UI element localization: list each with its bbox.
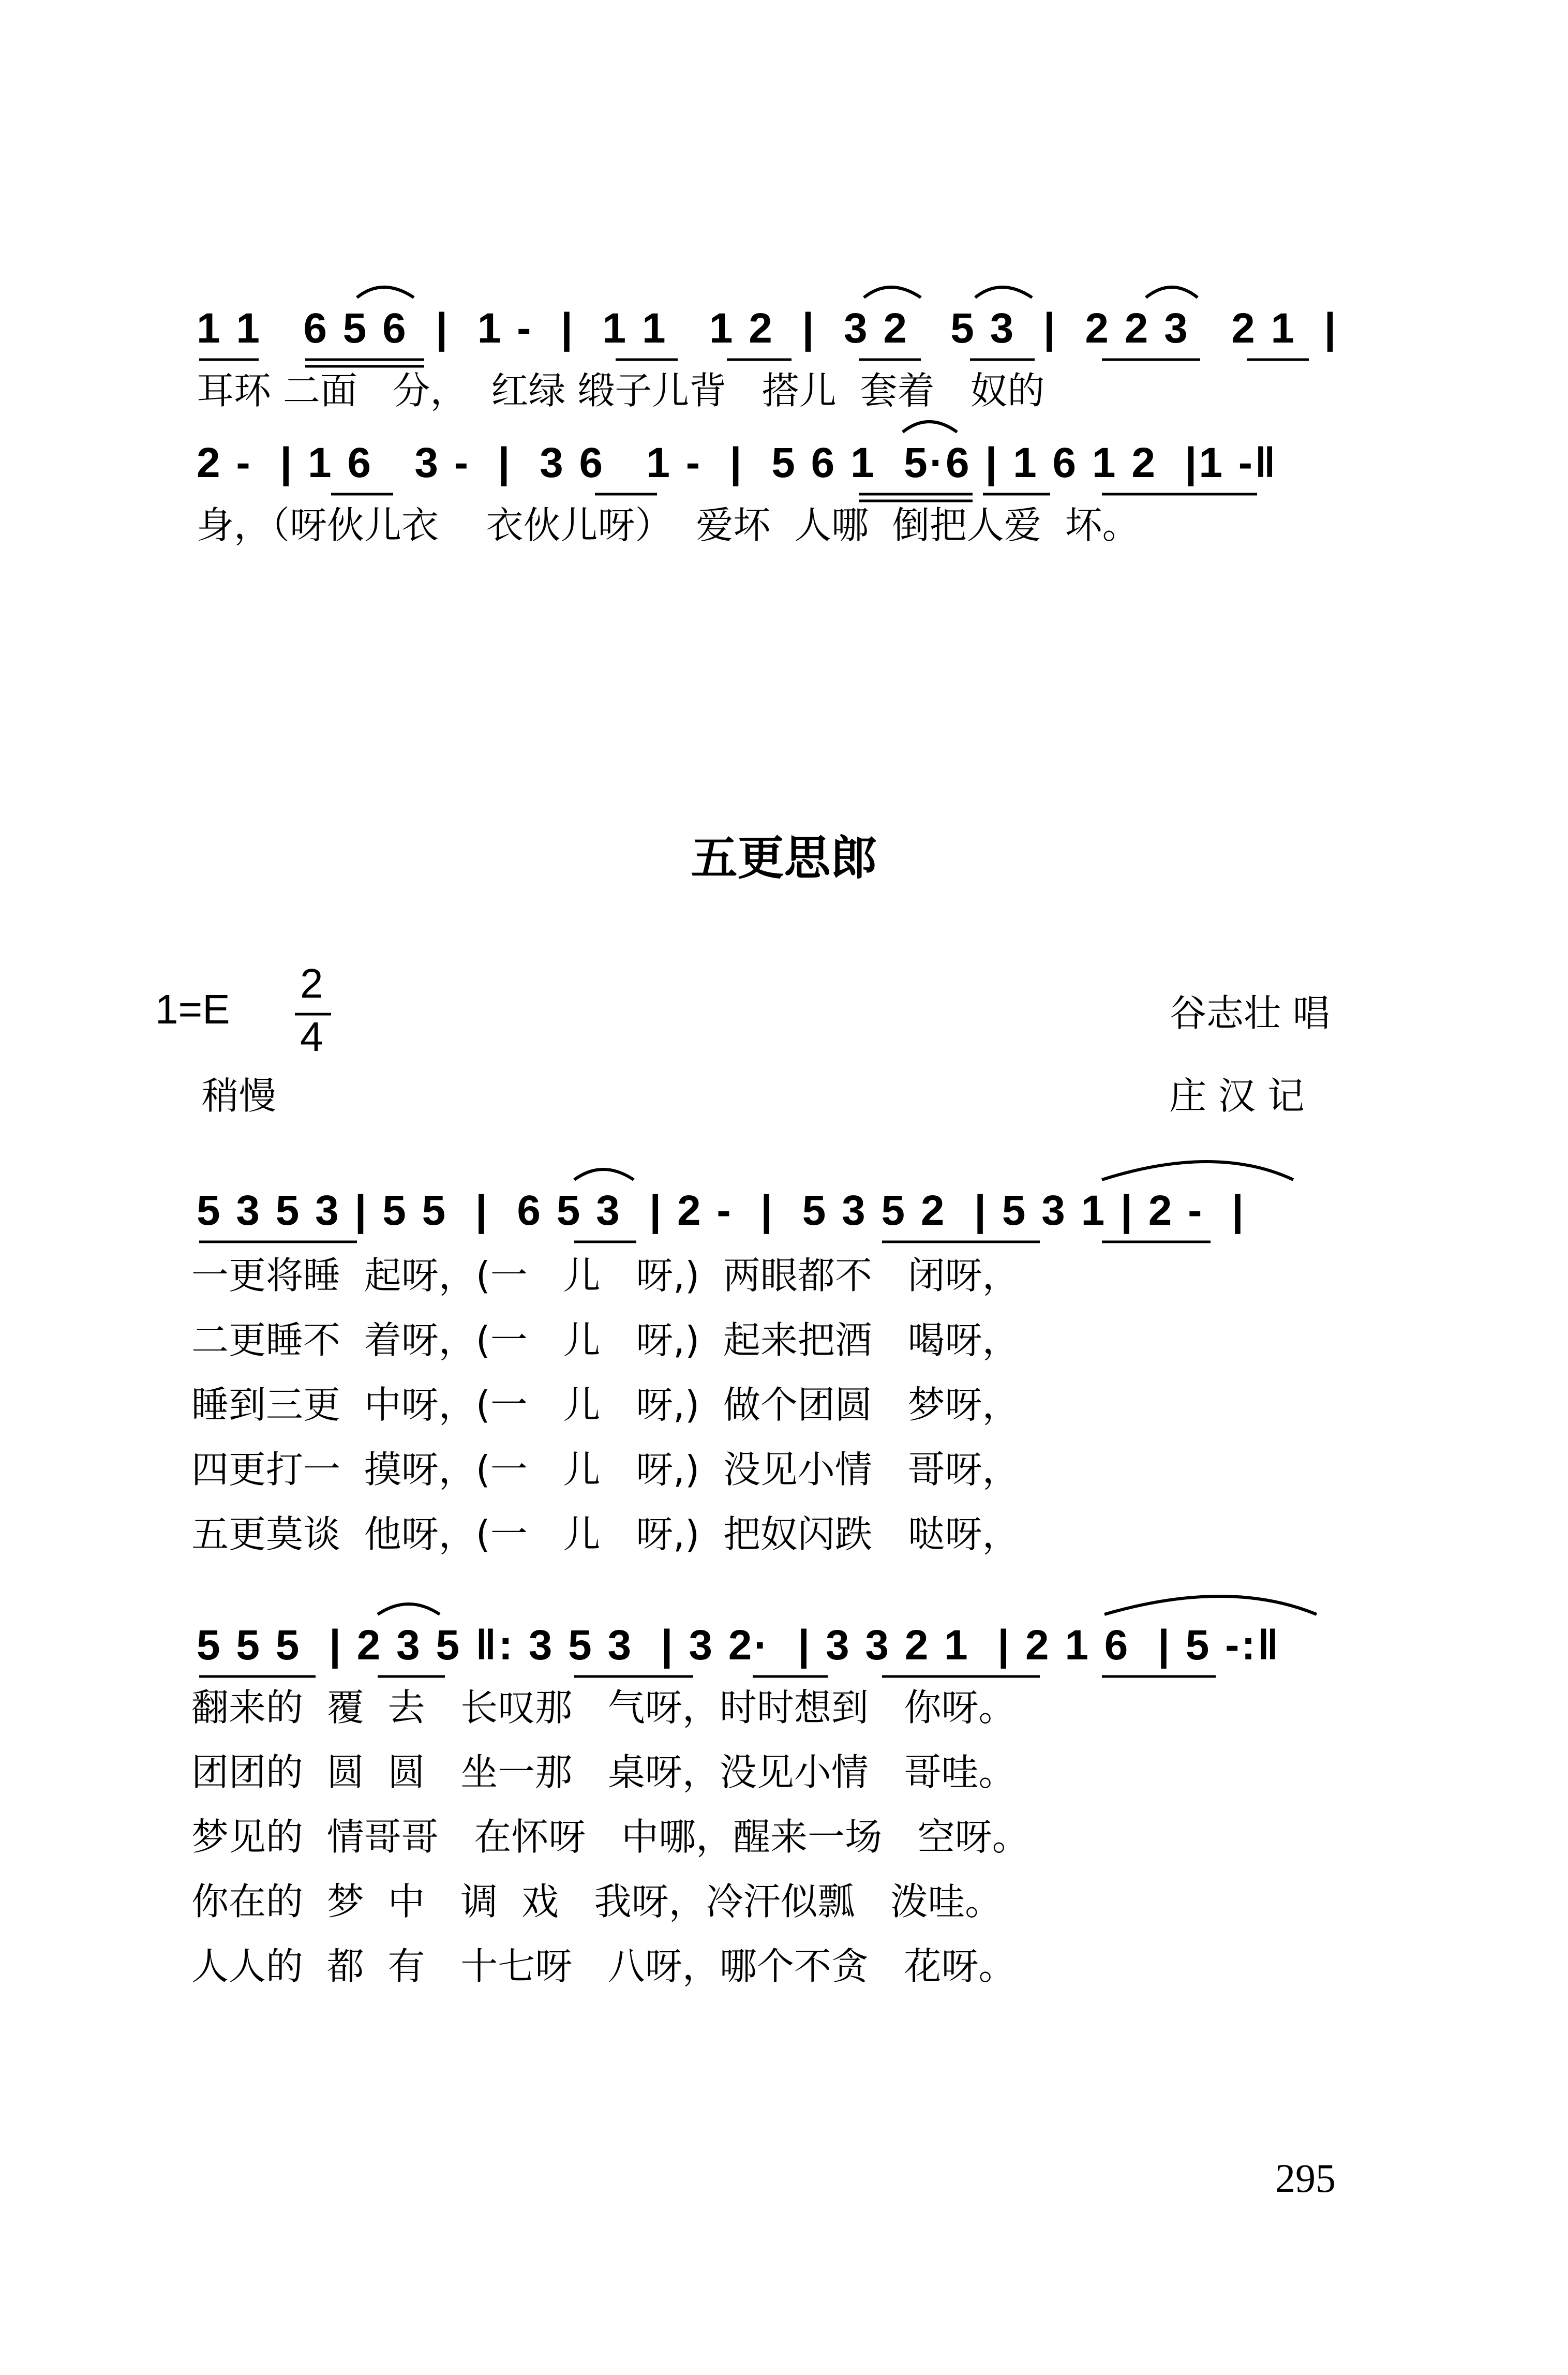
- slur-mark: [1146, 287, 1198, 298]
- slur-mark: [1102, 1162, 1293, 1180]
- slur-mark: [574, 1169, 634, 1180]
- slur-mark: [864, 287, 921, 298]
- slur-mark: [903, 422, 957, 432]
- section1-verse-2: 二更睡不 着呀，(一 儿 呀,) 起来把酒 喝呀，: [191, 1318, 1020, 1362]
- section2-verse-4: 你在的 梦 中 调 戏 我呀，冷汗似瓢 泼哇。: [191, 1880, 1003, 1923]
- song-title: 五更思郎: [691, 831, 877, 885]
- page-number: 295: [1275, 2156, 1336, 2201]
- recorder-credit: 庄 汉 记: [1169, 1074, 1305, 1118]
- slur-mark: [378, 1604, 440, 1614]
- section2-notation: 5 5 5 | 2 3 5 ‖: 3 5 3 | 3 2· | 3 3 2 1 | 2 1 6 | 5 -:‖: [197, 1622, 1281, 1669]
- section1-verse-3: 睡到三更 中呀，(一 儿 呀,) 做个团圆 梦呀，: [191, 1383, 1020, 1427]
- section1-verse-1: 一更将睡 起呀，(一 儿 呀,) 两眼都不 闭呀，: [191, 1254, 1020, 1297]
- slur-mark: [1104, 1596, 1317, 1614]
- tempo-marking: 稍慢: [202, 1074, 277, 1118]
- slur-mark: [357, 287, 414, 298]
- time-signature-top: 2: [300, 960, 323, 1006]
- section1-verse-4: 四更打一 摸呀，(一 儿 呀,) 没见小情 哥呀，: [191, 1448, 1020, 1491]
- prev-notation-row-1: 1 1 6 5 6 | 1 - | 1 1 1 2 | 3 2 5 3 | 2 2 3 2 1 |: [197, 305, 1338, 352]
- section1-verse-5: 五更莫谈 他呀，(一 儿 呀,) 把奴闪跌 哒呀，: [191, 1512, 1020, 1556]
- slur-mark: [975, 287, 1032, 298]
- section2-verse-2: 团团的 圆 圆 坐一那 桌呀，没见小情 哥哇。: [191, 1750, 1016, 1794]
- prev-notation-row-2: 2 - | 1 6 3 - | 3 6 1 - | 5 6 1 5·6 | 1 6 1 2 |1 -‖: [197, 439, 1278, 486]
- singer-credit: 谷志壮 唱: [1169, 991, 1330, 1035]
- prev-lyrics-row-1: 耳环 二面 分， 红绿 缎子儿背 搭儿 套着 奴的: [197, 369, 1045, 412]
- key-signature: 1=E: [155, 986, 230, 1032]
- section2-verse-3: 梦见的 情哥哥 在怀呀 中哪，醒来一场 空呀。: [191, 1815, 1029, 1859]
- section2-verse-1: 翻来的 覆 去 长叹那 气呀，时时想到 你呀。: [191, 1686, 1016, 1729]
- section2-verse-5: 人人的 都 有 十七呀 八呀，哪个不贪 花呀。: [191, 1944, 1016, 1988]
- section1-notation: 5 3 5 3 | 5 5 | 6 5 3 | 2 - | 5 3 5 2 | 5 3 1 | 2 - |: [197, 1187, 1246, 1234]
- prev-lyrics-row-2: 身，（呀伙儿衣 衣伙儿呀） 爱坏 人哪 倒把人爱 坏。: [197, 503, 1140, 547]
- time-signature-bottom: 4: [300, 1014, 323, 1060]
